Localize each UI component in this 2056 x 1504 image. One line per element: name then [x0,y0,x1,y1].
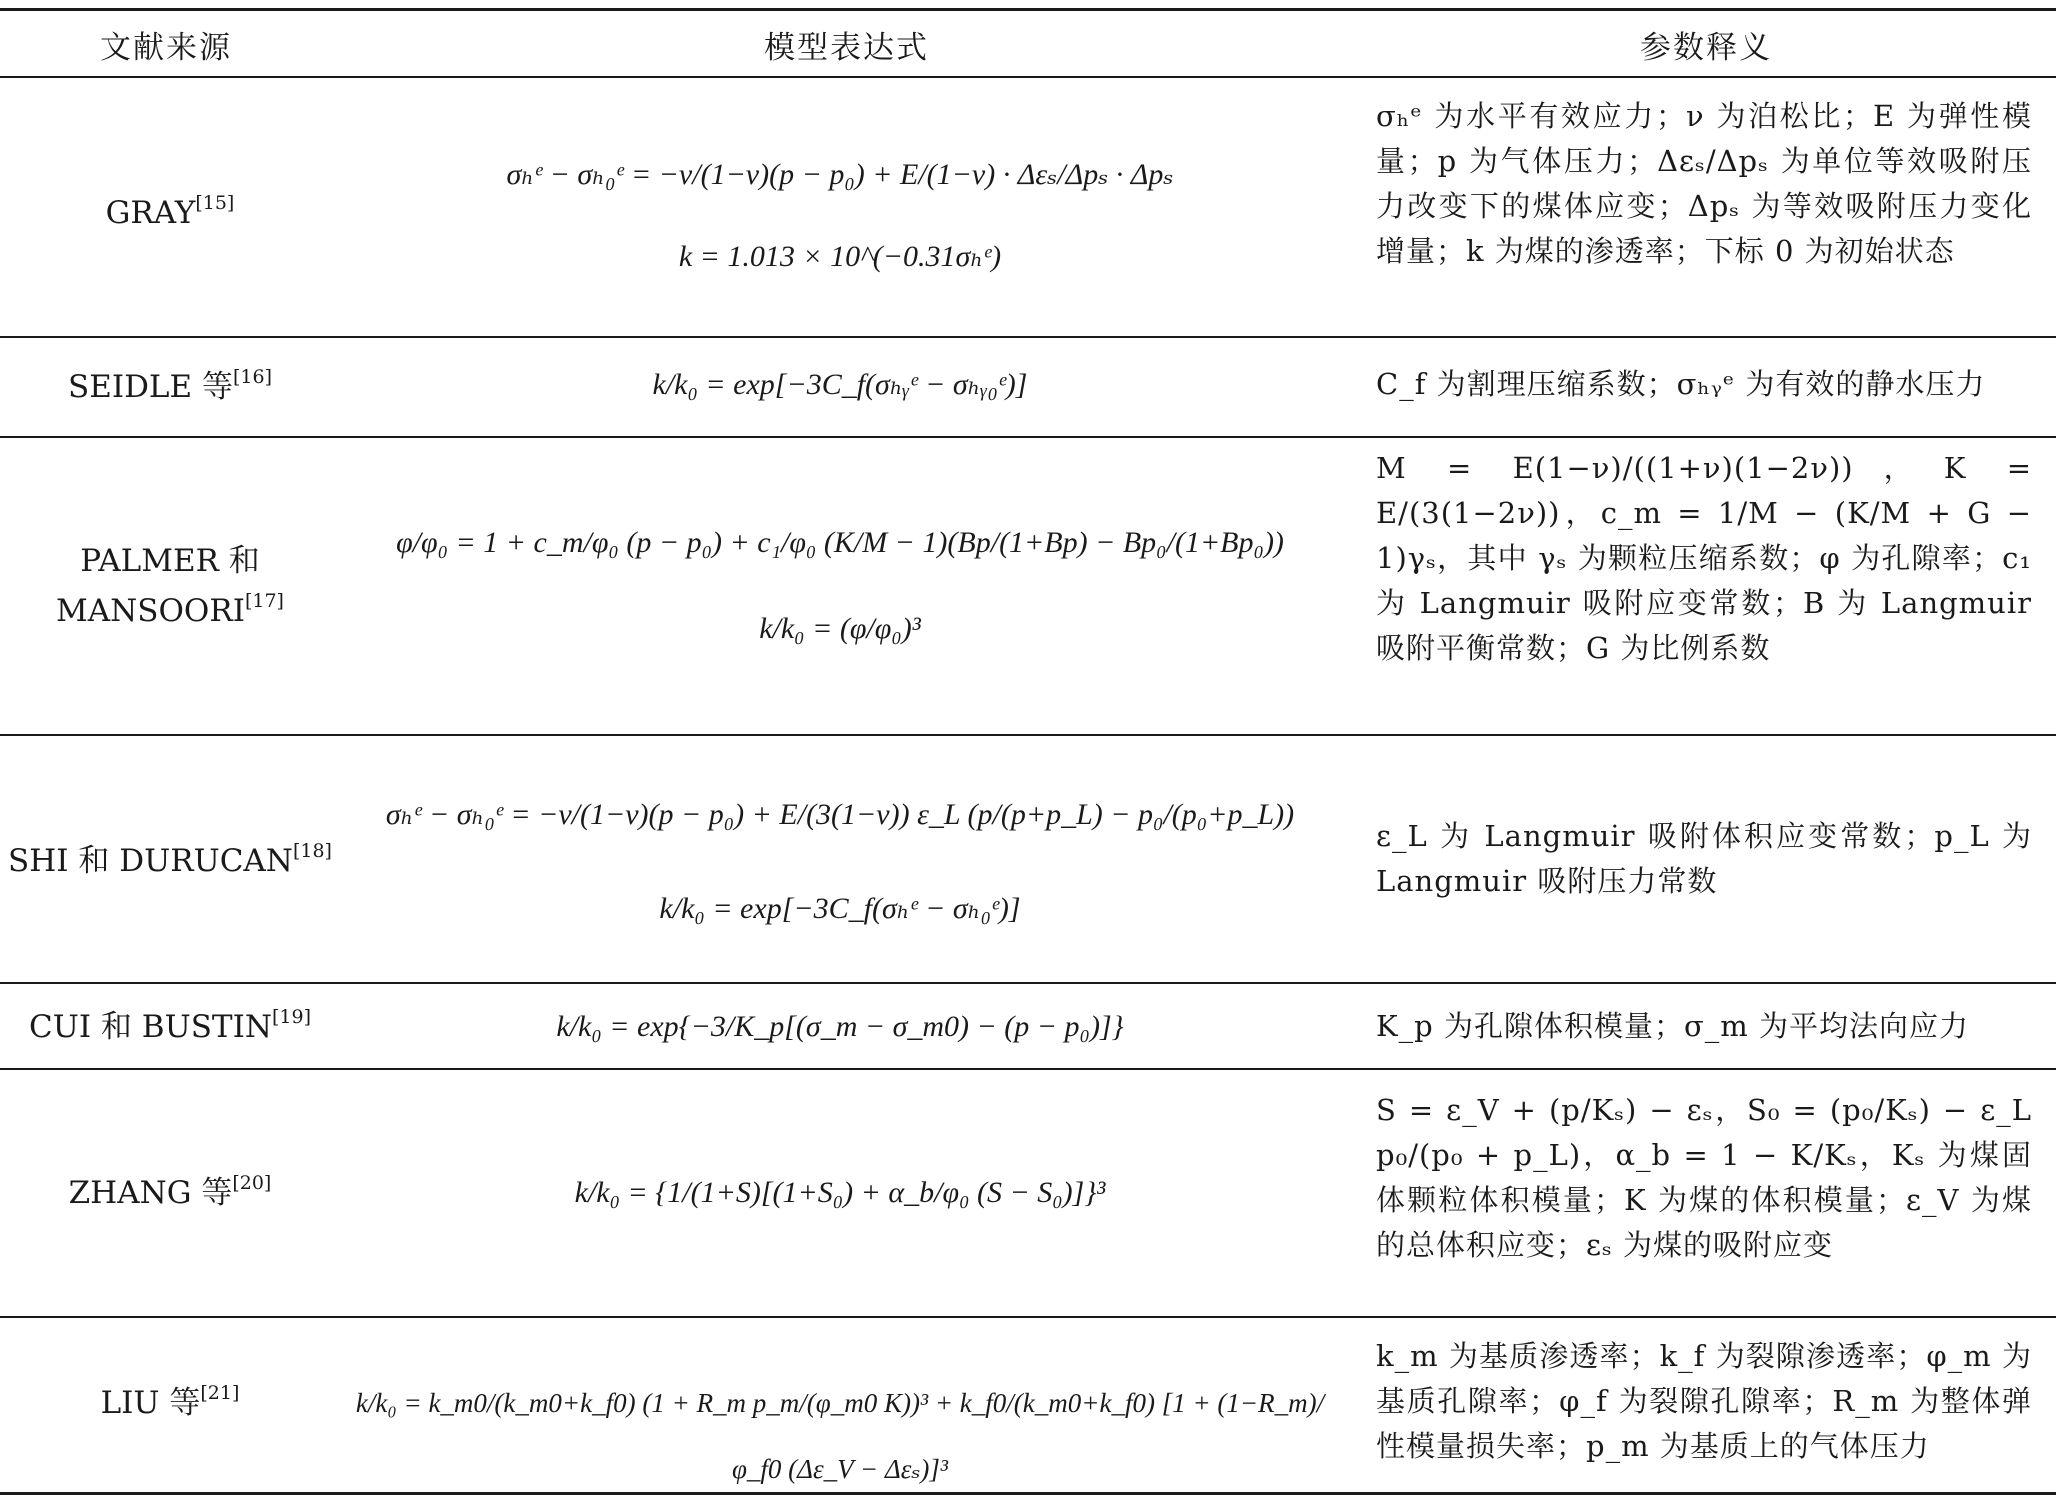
source-cell [0,1002,340,1052]
header-rule [0,76,2056,78]
citation: [20] [232,1172,272,1194]
header-source: 文献来源 [100,30,232,66]
source-name: LIU 等 [100,1385,201,1421]
row-divider [0,982,2056,984]
citation: [16] [233,366,273,388]
equation: k/k₀ = exp[−3C_f(σₕᵧᵉ − σₕᵧ₀ᵉ)] [652,368,1028,401]
citation: [21] [200,1382,240,1404]
equation-cell [340,352,1340,418]
source-cell [0,1168,340,1218]
header-params: 参数释义 [1640,30,1772,66]
equation: σₕᵉ − σₕ₀ᵉ = −ν/(1−ν)(p − p₀) + E/(3(1−ν)) ε_L (p/(p+p_L) − p₀/(p₀+p_L)) [385,798,1295,831]
param-cell: K_p 为孔隙体积模量；σ_m 为平均法向应力 [1376,1009,1969,1043]
top-rule [0,8,2056,11]
equation: k/k₀ = k_m0/(k_m0+k_f0) (1 + R_m p_m/(φ_m0 K))³ + k_f0/(k_m0+k_f0) [1 + (1−R_m)/φ_f0 (Δε_V − Δεₛ)]³ [355,1388,1325,1484]
header-model: 模型表达式 [764,30,929,66]
equation: σₕᵉ − σₕ₀ᵉ = −ν/(1−ν)(p − p₀) + E/(1−ν) · Δεₛ/Δpₛ · Δpₛ [506,158,1174,191]
param-cell: M = E(1−ν)/((1+ν)(1−2ν))，K = E/(3(1−2ν))，c_m = 1/M − (K/M + G − 1)γₛ，其中 γₛ 为颗粒压缩系数；φ 为孔隙率；c₁ 为 Langmuir 吸附应变常数；B 为 Langmuir 吸附平衡常数；G 为比例系数 [1376,451,2032,665]
source-cell [0,188,340,238]
row-divider [0,1068,2056,1070]
source-cell [0,362,340,412]
row-divider [0,436,2056,438]
param-cell: k_m 为基质渗透率；k_f 为裂隙渗透率；φ_m 为基质孔隙率；φ_f 为裂隙孔隙率；R_m 为整体弹性模量损失率；p_m 为基质上的气体压力 [1376,1339,2032,1463]
row-divider [0,336,2056,338]
equation-cell [340,994,1340,1060]
row-divider [0,734,2056,736]
citation: [19] [271,1006,311,1028]
citation: [17] [244,590,284,612]
equation-cell [340,150,1340,282]
equation: k/k₀ = exp[−3C_f(σₕᵉ − σₕ₀ᵉ)] [659,892,1021,925]
citation: [18] [292,840,332,862]
source-cell [0,836,340,886]
equation: k/k₀ = (φ/φ₀)³ [759,612,921,645]
equation-cell [340,1160,1340,1226]
param-cell: ε_L 为 Langmuir 吸附体积应变常数；p_L 为 Langmuir 吸附压力常数 [1376,819,2032,898]
source-name: CUI 和 BUSTIN [28,1009,272,1045]
param-cell: S = ε_V + (p/Kₛ) − εₛ，S₀ = (p₀/Kₛ) − ε_L p₀/(p₀ + p_L)，α_b = 1 − K/Kₛ，Kₛ 为煤固体颗粒体积模量；K 为煤的体积模量；ε_V 为煤的总体积应变；εₛ 为煤的吸附应变 [1376,1093,2032,1262]
source-cell [0,536,340,636]
equation-cell [340,518,1340,654]
source-name: GRAY [105,195,196,231]
equation: k/k₀ = exp{−3/K_p[(σ_m − σ_m0) − (p − p₀)]} [556,1010,1124,1043]
source-name: SEIDLE 等 [67,369,234,405]
citation: [15] [195,192,235,214]
source-name: PALMER 和 MANSOORI [56,543,260,629]
row-divider [0,1316,2056,1318]
source-name: SHI 和 DURUCAN [8,843,293,879]
equation-cell [340,1370,1340,1502]
param-cell: C_f 为割理压缩系数；σₕᵧᵉ 为有效的静水压力 [1376,367,1986,401]
param-cell: σₕᵉ 为水平有效应力；ν 为泊松比；E 为弹性模量；p 为气体压力；Δεₛ/Δpₛ 为单位等效吸附压力改变下的煤体应变；Δpₛ 为等效吸附压力变化增量；k 为煤的渗透率；下标 0 为初始状态 [1376,99,2032,268]
equation: φ/φ₀ = 1 + c_m/φ₀ (p − p₀) + c₁/φ₀ (K/M − 1)(Bp/(1+Bp) − Bp₀/(1+Bp₀)) [396,526,1284,559]
equation: k/k₀ = {1/(1+S)[(1+S₀) + α_b/φ₀ (S − S₀)]}³ [574,1176,1106,1209]
equation: k = 1.013 × 10^(−0.31σₕᵉ) [678,240,1002,273]
source-name: ZHANG 等 [68,1175,233,1211]
source-cell [0,1378,340,1428]
equation-cell [340,790,1340,934]
